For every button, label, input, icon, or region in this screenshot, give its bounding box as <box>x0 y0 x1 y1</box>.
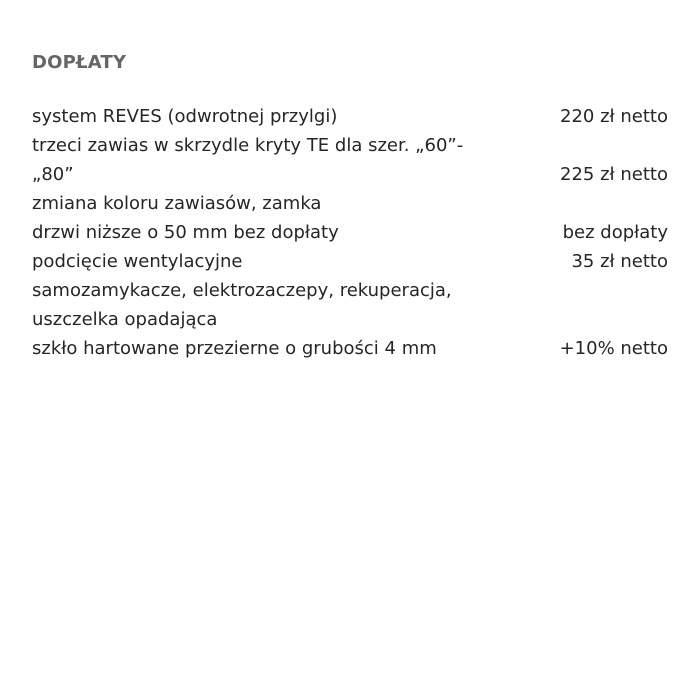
surcharge-description: trzeci zawias w skrzydle kryty TE dla szer. „60”-„80” <box>32 135 464 185</box>
surcharge-description: podcięcie wentylacyjne <box>32 251 243 272</box>
surcharge-row-reves <box>32 102 668 131</box>
surcharge-description: drzwi niższe o 50 mm bez dopłaty <box>32 222 339 243</box>
surcharge-price: bez dopłaty <box>562 222 668 243</box>
surcharge-description: samozamykacze, elektrozaczepy, rekuperacja, uszczelka opadająca <box>32 280 452 330</box>
surcharge-row-color-change <box>32 189 668 218</box>
surcharge-row-glass <box>32 334 668 363</box>
surcharge-description: system REVES (odwrotnej przylgi) <box>32 106 338 127</box>
surcharge-price: +10% netto <box>559 338 668 359</box>
surcharge-price: 225 zł netto <box>560 164 668 185</box>
surcharge-description: zmiana koloru zawiasów, zamka <box>32 193 322 214</box>
surcharge-description: szkło hartowane przezierne o grubości 4 mm <box>32 338 437 359</box>
surcharge-row-third-hinge <box>32 131 668 189</box>
surcharge-row-accessories <box>32 276 668 334</box>
surcharge-list <box>32 102 668 363</box>
surcharge-price: 220 zł netto <box>560 106 668 127</box>
surcharge-row-lower-door <box>32 218 668 247</box>
surcharge-price: 35 zł netto <box>571 251 668 272</box>
surcharge-row-ventilation <box>32 247 668 276</box>
section-title: DOPŁATY <box>32 52 127 73</box>
